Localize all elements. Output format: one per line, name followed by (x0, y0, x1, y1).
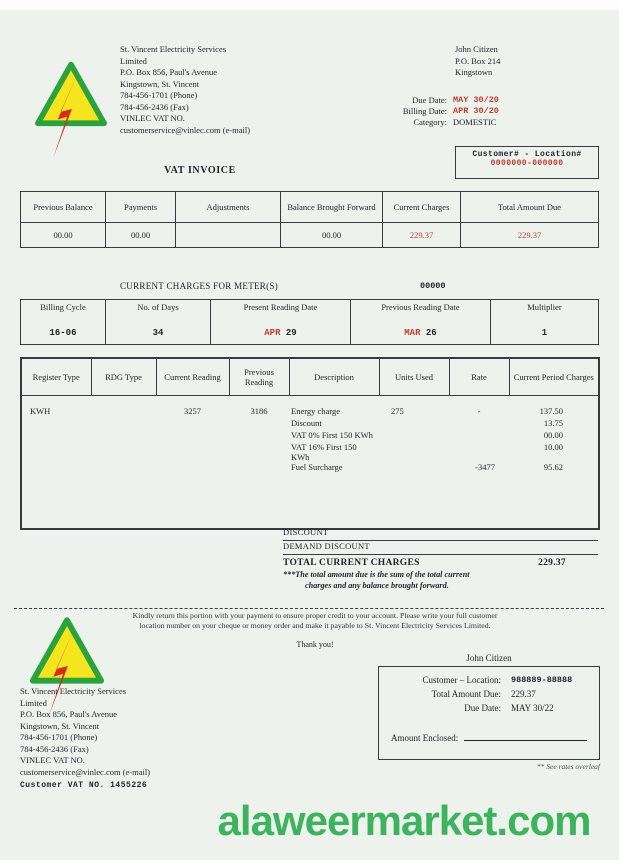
rdg-type-value (91, 396, 156, 419)
stub-total-amount-value: 229.37 (511, 689, 536, 699)
previous-reading-day: 26 (425, 328, 437, 338)
present-reading-date-cell (211, 300, 351, 345)
charge-description: VAT 0% First 150 KWh (291, 430, 373, 440)
recipient-address-block (455, 44, 500, 79)
multiplier-header: Multiplier (527, 302, 562, 312)
recipient-line: Kingstown (455, 67, 493, 77)
charges-header-cell: Current Period Charges (509, 358, 599, 396)
billing-date-value: APR 30/20 (453, 106, 499, 116)
company-line: St. Vincent Electricity Services (120, 44, 227, 54)
current-charges-value: 229.37 (383, 223, 461, 248)
total-current-charges-row (283, 555, 598, 568)
company-line: Limited (20, 697, 47, 708)
previous-reading-date-header: Previous Reading Date (381, 302, 460, 312)
rate-value: -3477 (475, 462, 495, 472)
billing-date-label: Billing Date: (402, 106, 447, 116)
customer-vat-number: Customer VAT NO. 1455226 (20, 781, 148, 790)
company-line: St. Vincent Electricity Services (20, 686, 127, 696)
stub-customer-name: John Citizen (466, 653, 512, 663)
no-of-days-value: 34 (152, 328, 164, 338)
footnote-line: ***The total amount due is the sum of the total current (283, 570, 470, 579)
company-line: Kingstown, St. Vincent (20, 720, 100, 731)
charge-description: Energy charge (291, 406, 341, 416)
payment-stub-box (378, 666, 600, 760)
charge-amount: 10.00 (543, 442, 563, 452)
amount-enclosed-label: Amount Enclosed: (391, 733, 459, 743)
balance-summary-table (20, 191, 599, 248)
charges-line-row (21, 396, 599, 419)
charges-filler-row (21, 474, 599, 529)
present-reading-date-header: Present Reading Date (243, 302, 318, 312)
present-reading-month: APR (264, 328, 281, 338)
previous-reading-date-cell (351, 300, 491, 345)
rate-value: - (477, 406, 481, 416)
stub-customer-location-value: 988889-88888 (511, 675, 573, 685)
charges-header-cell: Rate (449, 358, 509, 396)
summary-header-cell: Previous Balance (21, 192, 106, 223)
charges-line-row (21, 462, 599, 474)
adjustments-value (176, 223, 281, 248)
company-line: 784-456-1701 (Phone) (120, 90, 198, 100)
meter-section-title: CURRENT CHARGES FOR METER(S) (120, 281, 279, 291)
category-label: Category: (413, 117, 447, 127)
stub-due-date-value: MAY 30/22 (511, 703, 554, 713)
payments-value: 00.00 (106, 223, 176, 248)
due-date-row (330, 95, 499, 106)
register-type-value: KWH (30, 406, 51, 416)
charge-description: VAT 16% First 150 KWh (291, 442, 357, 462)
billing-cycle-cell (21, 300, 106, 345)
stub-company-address-block (20, 686, 150, 792)
company-line: 784-456-2436 (Fax) (20, 743, 89, 754)
notice-line: Kindly return this portion with your payment to ensure proper credit to your account. Please write your full customer (132, 611, 498, 620)
page-top-edge (0, 0, 619, 10)
summary-value-row (21, 223, 599, 248)
previous-reading-date-value (353, 328, 488, 338)
billing-date-row (330, 106, 499, 117)
category-row (330, 117, 499, 128)
total-footnote (283, 570, 598, 591)
amount-enclosed-row (379, 733, 599, 743)
summary-header-cell: Balance Brought Forward (281, 192, 383, 223)
company-line: P.O. Box 856, Paul's Avenue (120, 67, 218, 77)
charge-amount: 00.00 (543, 430, 563, 440)
present-reading-date-value (213, 328, 348, 338)
company-line: 784-456-1701 (Phone) (20, 732, 98, 742)
due-date-label: Due Date: (412, 95, 447, 105)
charge-description: Discount (291, 418, 322, 428)
charges-header-cell: Units Used (379, 358, 449, 396)
company-line: Kingstown, St. Vincent (120, 78, 200, 89)
customer-location-title: Customer# - Location# (472, 150, 582, 159)
summary-header-cell: Payments (106, 192, 176, 223)
company-line: customerservice@vinlec.com (e-mail) (20, 766, 151, 777)
company-line: VINLEC VAT NO. (20, 755, 85, 765)
tear-off-dashed-separator (14, 608, 604, 609)
customer-location-box (455, 146, 599, 179)
charges-header-cell: Register Type (21, 358, 91, 396)
summary-header-cell: Total Amount Due (461, 192, 599, 223)
thank-you-text: Thank you! (296, 640, 334, 649)
charge-amount: 13.75 (543, 418, 563, 428)
charge-amount: 137.50 (539, 406, 563, 416)
summary-header-cell: Current Charges (383, 192, 461, 223)
present-reading-day: 29 (285, 328, 297, 338)
amount-enclosed-write-in-line (464, 733, 587, 741)
footnote-line: charges and any balance brought forward. (305, 580, 449, 590)
charge-amount: 95.62 (543, 462, 563, 472)
company-address-block (120, 44, 250, 136)
customer-location-number: 0000000-000000 (490, 159, 564, 168)
current-reading-value: 3257 (184, 406, 201, 416)
see-rates-overleaf-note: ** See rates overleaf (536, 762, 600, 771)
charges-line-row (21, 442, 599, 462)
meter-reading-table (20, 299, 599, 345)
previous-balance-value: 00.00 (21, 223, 106, 248)
stub-due-date-label: Due Date: (464, 703, 501, 713)
stub-total-amount-row (379, 689, 599, 703)
charges-line-row (21, 418, 599, 430)
billing-cycle-value: 16-06 (49, 328, 77, 338)
stub-due-date-row (379, 703, 599, 717)
multiplier-cell (491, 300, 599, 345)
balance-brought-forward-value: 00.00 (281, 223, 383, 248)
charges-header-row (21, 358, 599, 396)
total-amount-due-value: 229.37 (461, 223, 599, 248)
charges-header-cell: Previous Reading (229, 358, 289, 396)
stub-total-amount-label: Total Amount Due: (431, 689, 501, 699)
due-date-value: MAY 30/20 (453, 95, 499, 105)
billing-cycle-header: Billing Cycle (40, 302, 86, 312)
summary-header-row (21, 192, 599, 223)
watermark-text: alaweermarket.com (217, 797, 591, 844)
no-of-days-cell (106, 300, 211, 345)
company-line: 784-456-2436 (Fax) (120, 101, 189, 112)
total-current-charges-value: 229.37 (538, 558, 566, 568)
stub-customer-location-label: Customer – Location: (422, 675, 501, 685)
charges-line-row (21, 430, 599, 442)
charges-header-cell: RDG Type (91, 358, 156, 396)
charges-header-cell: Description (289, 358, 379, 396)
totals-section (283, 527, 598, 591)
units-used-value: 275 (391, 406, 404, 416)
company-line: Limited (120, 55, 147, 66)
stub-customer-location-row (379, 675, 599, 689)
company-line: P.O. Box 856, Paul's Avenue (20, 709, 118, 719)
total-current-charges-label: TOTAL CURRENT CHARGES (283, 558, 420, 568)
return-portion-notice (95, 611, 535, 631)
multiplier-value: 1 (541, 328, 548, 338)
category-value: DOMESTIC (453, 117, 497, 127)
previous-reading-value: 3186 (250, 406, 268, 416)
no-of-days-header: No. of Days (137, 302, 179, 312)
vinlec-lightning-logo-icon (33, 57, 109, 163)
recipient-line: P.O. Box 214 (455, 55, 501, 66)
billing-dates-block (330, 95, 499, 128)
meter-number: 00000 (420, 281, 446, 291)
notice-line: location number on your cheque or money order and make it payable to St. Vincent Electricity Services Limited. (139, 621, 491, 630)
charge-description: Fuel Surcharge (291, 462, 343, 472)
demand-discount-row: DEMAND DISCOUNT (283, 541, 598, 555)
current-charges-table (20, 357, 600, 530)
invoice-title: VAT INVOICE (164, 165, 236, 176)
summary-header-cell: Adjustments (176, 192, 281, 223)
company-line: customerservice@vinlec.com (e-mail) (120, 124, 251, 135)
company-line: VINLEC VAT NO. (120, 113, 185, 123)
previous-reading-month: MAR (404, 328, 421, 338)
charges-header-cell: Current Reading (156, 358, 229, 396)
discount-row: DISCOUNT (283, 527, 598, 541)
recipient-line: John Citizen (455, 44, 498, 54)
meter-table-row (21, 300, 599, 345)
